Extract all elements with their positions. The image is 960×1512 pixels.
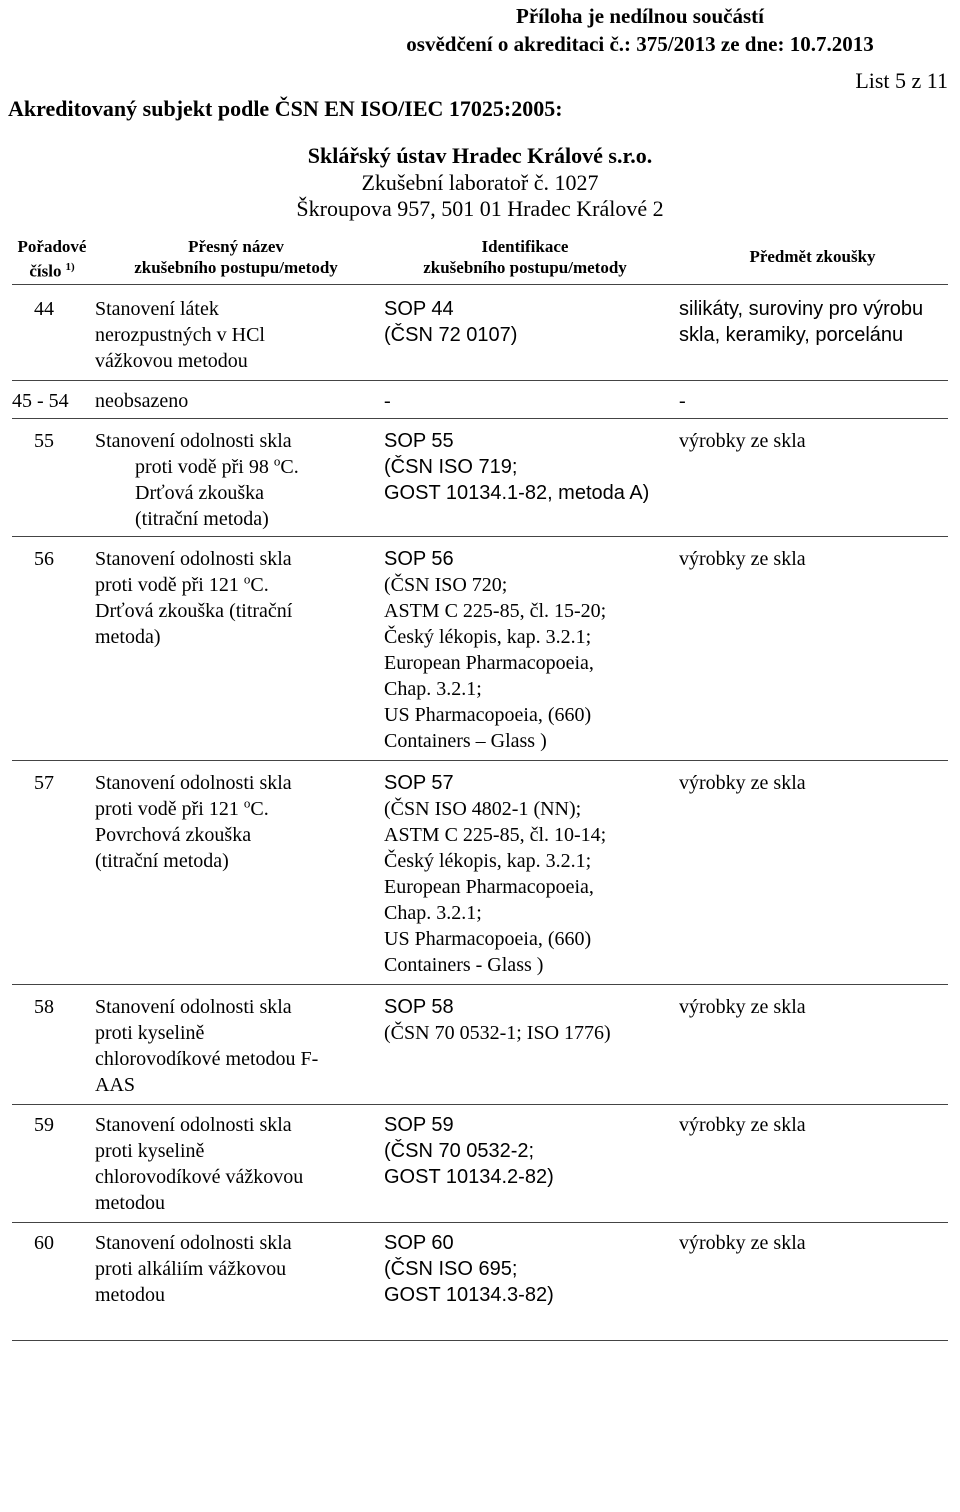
method-name-line: Drťová zkouška [135,482,265,504]
ident-line: Chap. 3.2.1; [384,902,482,924]
method-name-line: Stanovení odolnosti skla [95,548,292,570]
subject-line: skla, keramiky, porcelánu [679,324,904,346]
ident-line: SOP 56 [384,548,454,570]
method-identification [384,388,674,414]
method-name-line: proti kyselině [95,1140,205,1162]
ident-line: (ČSN 70 0532-2; [384,1140,535,1162]
appendix-header [360,2,920,58]
ident-line: (ČSN 70 0532-1; ISO 1776) [384,1022,611,1044]
column-header-order-note: 1) [65,261,75,273]
method-name-line: Stanovení látek [95,298,219,320]
method-identification [384,1230,674,1308]
subject-line: výrobky ze skla [679,1114,806,1136]
column-header-order [12,236,92,282]
row-number: 56 [34,548,54,570]
test-subject [679,546,949,572]
method-name-line: proti vodě při 121 $^o$C. [95,571,269,596]
subject-line: výrobky ze skla [679,548,806,570]
method-name-line: metodou [95,1192,165,1214]
ident-line: US Pharmacopoeia, (660) [384,928,592,950]
method-name-line: neobsazeno [95,390,189,412]
test-subject [679,1230,949,1256]
method-name-line: metoda) [95,626,161,648]
method-name [95,428,375,532]
ident-line: SOP 57 [384,772,454,794]
degree-sign: o [243,795,251,811]
column-header-ident-line1: Identifikace [481,237,569,256]
row-number: 59 [34,1114,54,1136]
row-divider [12,380,948,381]
test-subject [679,1112,949,1138]
method-identification [384,1112,674,1190]
column-header-ident [380,236,670,278]
method-name [95,770,375,874]
ident-line: US Pharmacopoeia, (660) [384,704,592,726]
method-name [95,1230,375,1308]
row-number: 57 [34,772,54,794]
method-name [95,388,375,414]
column-header-name-line1: Přesný název [188,237,284,256]
row-number: 45 - 54 [12,390,69,412]
organization-name: Sklářský ústav Hradec Králové s.r.o. [307,143,653,168]
method-identification [384,770,674,978]
method-name-line: nerozpustných v HCl [95,324,265,346]
method-name-line: Stanovení odolnosti skla [95,1232,292,1254]
organization-address: Škroupova 957, 501 01 Hradec Králové 2 [296,196,664,221]
subject-line: výrobky ze skla [679,430,806,452]
accredited-subject: Akreditovaný subjekt podle ČSN EN ISO/IEC 17025:2005: [8,96,563,121]
ident-line: GOST 10134.1-82, metoda A) [384,482,650,504]
ident-line: - [384,390,391,412]
test-subject [679,994,949,1020]
subject-line: silikáty, suroviny pro výrobu [679,298,924,320]
method-name [95,1112,375,1216]
column-header-ident-line2: zkušebního postupu/metody [423,258,627,277]
method-name [95,546,375,650]
ident-line: Chap. 3.2.1; [384,678,482,700]
column-header-order-line2: číslo [29,261,62,281]
header-divider [12,284,948,285]
appendix-line-2: osvědčení o akreditaci č.: 375/2013 ze dne: 10.7.2013 [406,32,874,56]
row-divider [12,760,948,761]
laboratory-number: Zkušební laboratoř č. 1027 [361,170,599,195]
test-subject [679,428,949,454]
method-name-line: proti vodě při 98 $^o$C. [135,453,299,478]
ident-line: Containers – Glass ) [384,730,547,752]
ident-line: (ČSN 72 0107) [384,324,518,346]
method-name-line: AAS [95,1074,136,1096]
ident-line: (ČSN ISO 695; [384,1258,518,1280]
method-identification [384,994,674,1046]
row-number: 55 [34,430,54,452]
row-divider [12,1104,948,1105]
subject-line: výrobky ze skla [679,996,806,1018]
method-name-line: metodou [95,1284,165,1306]
ident-line: Český lékopis, kap. 3.2.1; [384,850,592,872]
row-divider [12,536,948,537]
ident-line: (ČSN ISO 719; [384,456,518,478]
row-divider [12,984,948,985]
ident-line: (ČSN ISO 4802-1 (NN); [384,798,582,820]
method-name-line: (titrační metoda) [135,508,269,530]
method-name-line: proti alkáliím vážkovou [95,1258,287,1280]
ident-line: SOP 60 [384,1232,454,1254]
method-name-line: vážkovou metodou [95,350,248,372]
method-name-line: proti kyselině [95,1022,205,1044]
column-header-name [96,236,376,278]
row-number: 60 [34,1232,54,1254]
method-name-line: Drťová zkouška (titrační [95,600,293,622]
method-name-line: Povrchová zkouška [95,824,252,846]
ident-line: GOST 10134.3-82) [384,1284,554,1306]
ident-line: European Pharmacopoeia, [384,652,594,674]
degree-sign: o [243,571,251,587]
column-header-subject: Předmět zkoušky [749,247,876,266]
column-header-name-line2: zkušebního postupu/metody [134,258,338,277]
ident-line: SOP 58 [384,996,454,1018]
ident-line: SOP 55 [384,430,454,452]
row-divider [12,418,948,419]
method-name-line: chlorovodíkové metodou F- [95,1048,319,1070]
ident-line: ASTM C 225-85, čl. 15-20; [384,600,607,622]
method-name-line: Stanovení odolnosti skla [95,1114,292,1136]
subject-line: - [679,390,686,412]
degree-sign: o [273,453,281,469]
method-name-line: chlorovodíkové vážkovou [95,1166,304,1188]
test-subject [679,388,949,414]
column-header-order-line1: Pořadové [17,237,87,256]
appendix-line-1: Příloha je nedílnou součástí [516,4,764,28]
subject-line: výrobky ze skla [679,1232,806,1254]
ident-line: (ČSN ISO 720; [384,574,508,596]
ident-line: SOP 59 [384,1114,454,1136]
footer-divider [12,1340,948,1341]
method-name-line: Stanovení odolnosti skla [95,996,292,1018]
method-name-line: Stanovení odolnosti skla [95,430,292,452]
method-name-line: Stanovení odolnosti skla [95,772,292,794]
method-identification [384,546,674,754]
method-name [95,296,375,374]
sheet-number: List 5 z 11 [855,68,948,93]
ident-line: SOP 44 [384,298,454,320]
method-name [95,994,375,1098]
row-number: 58 [34,996,54,1018]
ident-line: European Pharmacopoeia, [384,876,594,898]
method-identification [384,296,674,348]
row-divider [12,1222,948,1223]
test-subject [679,296,949,348]
ident-line: Český lékopis, kap. 3.2.1; [384,626,592,648]
subject-line: výrobky ze skla [679,772,806,794]
ident-line: ASTM C 225-85, čl. 10-14; [384,824,607,846]
method-name-line: proti vodě při 121 $^o$C. [95,795,269,820]
test-subject [679,770,949,796]
method-name-line: (titrační metoda) [95,850,229,872]
ident-line: Containers - Glass ) [384,954,544,976]
method-identification [384,428,674,506]
row-number: 44 [34,298,54,320]
ident-line: GOST 10134.2-82) [384,1166,554,1188]
